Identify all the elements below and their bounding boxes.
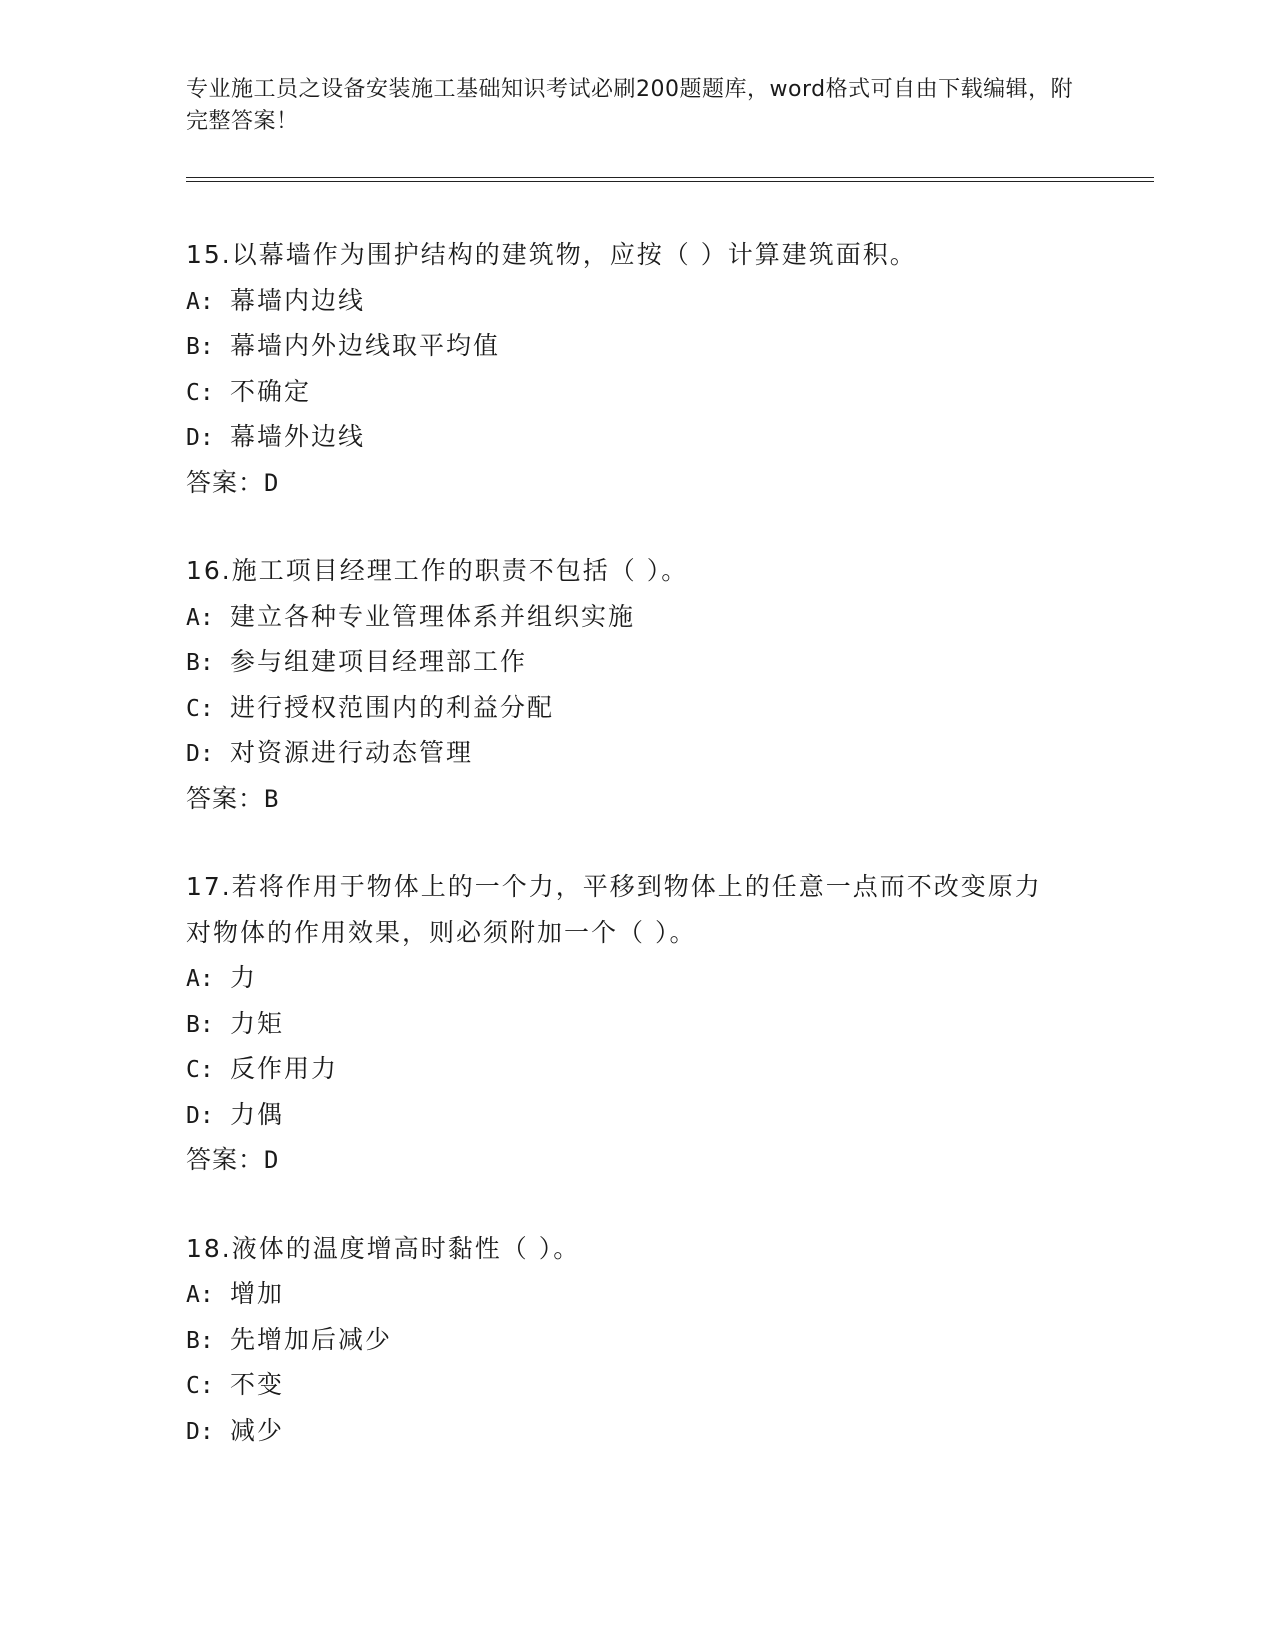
option-key: C:	[186, 695, 214, 722]
option-text: 进行授权范围内的利益分配	[230, 692, 555, 722]
question-18	[186, 1226, 1146, 1454]
answer-line	[186, 1137, 1146, 1183]
option-b	[186, 1317, 1146, 1363]
answer-value: D	[264, 468, 280, 497]
option-key: B:	[186, 1011, 214, 1038]
option-d	[186, 1408, 1146, 1454]
header-divider-top	[186, 177, 1154, 178]
option-a	[186, 955, 1146, 1001]
option-d	[186, 730, 1146, 776]
option-text: 幕墙内边线	[230, 285, 366, 315]
option-key: B:	[186, 650, 214, 676]
option-key: A:	[186, 288, 214, 315]
option-c	[186, 685, 1146, 731]
header-divider-bottom	[186, 181, 1154, 182]
option-key: A:	[186, 604, 214, 631]
option-key: A:	[186, 1282, 214, 1308]
option-key: B:	[186, 334, 214, 360]
answer-value: D	[264, 1146, 280, 1174]
question-stem: 15.以幕墙作为围护结构的建筑物，应按（ ）计算建筑面积。	[186, 240, 917, 269]
question-15	[186, 232, 1146, 505]
option-key: B:	[186, 1327, 214, 1354]
question-stem: 17.若将作用于物体上的一个力，平移到物体上的任意一点而不改变原力对物体的作用效果，则必须附加一个（ ）。	[186, 872, 1042, 947]
option-text: 对资源进行动态管理	[230, 738, 474, 767]
option-text: 增加	[230, 1279, 285, 1308]
question-17	[186, 864, 1146, 1183]
answer-line	[186, 460, 1146, 506]
option-text: 力	[230, 963, 258, 992]
option-d	[186, 414, 1146, 460]
option-b	[186, 639, 1146, 685]
answer-label: 答案：	[186, 783, 265, 813]
option-text: 减少	[230, 1415, 285, 1445]
document-header: 专业施工员之设备安装施工基础知识考试必刷200题题库，word格式可自由下载编辑，附完整答案！	[186, 77, 1074, 134]
answer-value: B	[264, 784, 280, 813]
option-text: 反作用力	[230, 1054, 339, 1083]
option-d	[186, 1092, 1146, 1138]
option-text: 不变	[230, 1370, 285, 1399]
option-a	[186, 278, 1146, 324]
option-key: C:	[186, 1373, 214, 1399]
option-b	[186, 1001, 1146, 1047]
option-text: 力偶	[230, 1099, 285, 1129]
option-key: C:	[186, 1057, 214, 1083]
question-stem: 16.施工项目经理工作的职责不包括（ ）。	[186, 556, 689, 585]
option-c	[186, 369, 1146, 415]
option-a	[186, 1271, 1146, 1317]
option-text: 不确定	[230, 376, 312, 406]
option-c	[186, 1362, 1146, 1408]
answer-label: 答案：	[186, 467, 265, 497]
option-key: A:	[186, 966, 214, 992]
question-stem: 18.液体的温度增高时黏性（ ）。	[186, 1233, 581, 1263]
option-text: 先增加后减少	[230, 1324, 393, 1354]
option-key: C:	[186, 379, 214, 406]
option-text: 力矩	[230, 1008, 285, 1038]
option-b	[186, 323, 1146, 369]
option-key: D:	[186, 1102, 214, 1129]
question-list	[186, 232, 1146, 1496]
option-key: D:	[186, 741, 214, 767]
answer-label: 答案：	[186, 1145, 265, 1174]
option-c	[186, 1046, 1146, 1092]
option-a	[186, 594, 1146, 640]
option-text: 幕墙内外边线取平均值	[230, 331, 501, 360]
question-16	[186, 548, 1146, 821]
option-text: 幕墙外边线	[230, 422, 366, 451]
option-key: D:	[186, 1418, 214, 1445]
answer-line	[186, 776, 1146, 822]
option-text: 参与组建项目经理部工作	[230, 647, 528, 676]
option-key: D:	[186, 425, 214, 451]
option-text: 建立各种专业管理体系并组织实施	[230, 601, 636, 631]
